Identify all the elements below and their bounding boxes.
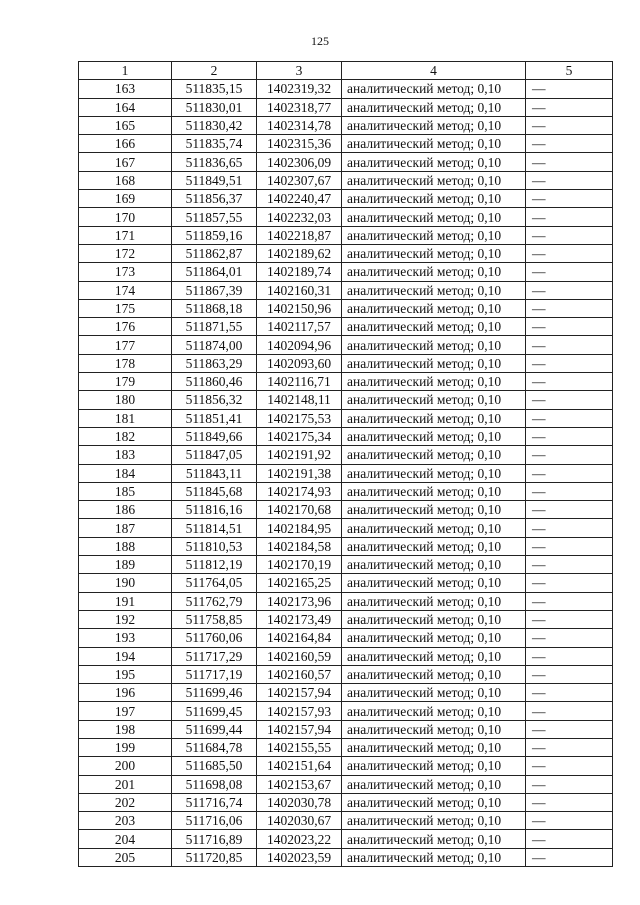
cell-method: аналитический метод; 0,10 [342, 720, 526, 738]
table-row [79, 263, 613, 281]
cell-x-coordinate: 511717,29 [172, 647, 257, 665]
cell-point-number: 196 [79, 684, 172, 702]
cell-point-number: 190 [79, 574, 172, 592]
cell-x-coordinate: 511836,65 [172, 153, 257, 171]
cell-y-coordinate: 1402175,34 [257, 427, 342, 445]
cell-y-coordinate: 1402319,32 [257, 80, 342, 98]
cell-description: — [526, 116, 613, 134]
cell-point-number: 195 [79, 665, 172, 683]
cell-y-coordinate: 1402240,47 [257, 190, 342, 208]
table-row [79, 153, 613, 171]
cell-description: — [526, 757, 613, 775]
cell-x-coordinate: 511699,44 [172, 720, 257, 738]
cell-y-coordinate: 1402157,94 [257, 720, 342, 738]
cell-description: — [526, 171, 613, 189]
cell-point-number: 178 [79, 354, 172, 372]
cell-description: — [526, 519, 613, 537]
cell-point-number: 197 [79, 702, 172, 720]
table-row [79, 537, 613, 555]
cell-method: аналитический метод; 0,10 [342, 775, 526, 793]
cell-description: — [526, 190, 613, 208]
cell-method: аналитический метод; 0,10 [342, 299, 526, 317]
cell-method: аналитический метод; 0,10 [342, 116, 526, 134]
cell-y-coordinate: 1402030,78 [257, 793, 342, 811]
cell-point-number: 173 [79, 263, 172, 281]
table-row [79, 812, 613, 830]
header-cell-point-number: 1 [79, 62, 172, 80]
cell-y-coordinate: 1402174,93 [257, 482, 342, 500]
cell-x-coordinate: 511764,05 [172, 574, 257, 592]
cell-y-coordinate: 1402094,96 [257, 336, 342, 354]
cell-description: — [526, 336, 613, 354]
cell-x-coordinate: 511849,66 [172, 427, 257, 445]
cell-method: аналитический метод; 0,10 [342, 793, 526, 811]
cell-point-number: 181 [79, 409, 172, 427]
cell-y-coordinate: 1402160,31 [257, 281, 342, 299]
cell-x-coordinate: 511685,50 [172, 757, 257, 775]
cell-x-coordinate: 511851,41 [172, 409, 257, 427]
table-row [79, 373, 613, 391]
cell-method: аналитический метод; 0,10 [342, 391, 526, 409]
cell-point-number: 167 [79, 153, 172, 171]
cell-method: аналитический метод; 0,10 [342, 208, 526, 226]
table-row [79, 318, 613, 336]
cell-x-coordinate: 511816,16 [172, 501, 257, 519]
table-row [79, 299, 613, 317]
cell-x-coordinate: 511862,87 [172, 244, 257, 262]
cell-x-coordinate: 511758,85 [172, 610, 257, 628]
cell-description: — [526, 684, 613, 702]
cell-description: — [526, 98, 613, 116]
cell-method: аналитический метод; 0,10 [342, 665, 526, 683]
table-row [79, 830, 613, 848]
table-row [79, 556, 613, 574]
cell-point-number: 163 [79, 80, 172, 98]
cell-point-number: 200 [79, 757, 172, 775]
cell-y-coordinate: 1402160,57 [257, 665, 342, 683]
cell-x-coordinate: 511874,00 [172, 336, 257, 354]
cell-method: аналитический метод; 0,10 [342, 446, 526, 464]
table-body [79, 62, 613, 867]
table-header-row [79, 62, 613, 80]
table-row [79, 354, 613, 372]
cell-x-coordinate: 511717,19 [172, 665, 257, 683]
cell-y-coordinate: 1402306,09 [257, 153, 342, 171]
cell-x-coordinate: 511845,68 [172, 482, 257, 500]
cell-point-number: 203 [79, 812, 172, 830]
cell-point-number: 168 [79, 171, 172, 189]
cell-method: аналитический метод; 0,10 [342, 226, 526, 244]
cell-y-coordinate: 1402170,68 [257, 501, 342, 519]
cell-point-number: 192 [79, 610, 172, 628]
cell-description: — [526, 830, 613, 848]
cell-method: аналитический метод; 0,10 [342, 190, 526, 208]
cell-point-number: 201 [79, 775, 172, 793]
cell-y-coordinate: 1402191,38 [257, 464, 342, 482]
cell-method: аналитический метод; 0,10 [342, 556, 526, 574]
cell-y-coordinate: 1402164,84 [257, 629, 342, 647]
cell-description: — [526, 409, 613, 427]
cell-description: — [526, 208, 613, 226]
cell-x-coordinate: 511867,39 [172, 281, 257, 299]
table-row [79, 446, 613, 464]
cell-point-number: 176 [79, 318, 172, 336]
cell-description: — [526, 427, 613, 445]
cell-y-coordinate: 1402184,95 [257, 519, 342, 537]
cell-x-coordinate: 511843,11 [172, 464, 257, 482]
cell-x-coordinate: 511720,85 [172, 848, 257, 866]
table-row [79, 427, 613, 445]
table-row [79, 519, 613, 537]
cell-point-number: 172 [79, 244, 172, 262]
cell-y-coordinate: 1402315,36 [257, 135, 342, 153]
cell-point-number: 177 [79, 336, 172, 354]
cell-point-number: 191 [79, 592, 172, 610]
cell-description: — [526, 556, 613, 574]
table-row [79, 80, 613, 98]
cell-point-number: 175 [79, 299, 172, 317]
cell-method: аналитический метод; 0,10 [342, 592, 526, 610]
table-row [79, 391, 613, 409]
cell-point-number: 185 [79, 482, 172, 500]
cell-description: — [526, 281, 613, 299]
cell-method: аналитический метод; 0,10 [342, 610, 526, 628]
cell-y-coordinate: 1402157,94 [257, 684, 342, 702]
cell-point-number: 179 [79, 373, 172, 391]
cell-y-coordinate: 1402116,71 [257, 373, 342, 391]
table-row [79, 226, 613, 244]
cell-description: — [526, 501, 613, 519]
cell-method: аналитический метод; 0,10 [342, 738, 526, 756]
cell-description: — [526, 354, 613, 372]
cell-method: аналитический метод; 0,10 [342, 702, 526, 720]
cell-description: — [526, 226, 613, 244]
table-row [79, 775, 613, 793]
cell-description: — [526, 738, 613, 756]
cell-method: аналитический метод; 0,10 [342, 684, 526, 702]
cell-y-coordinate: 1402155,55 [257, 738, 342, 756]
cell-method: аналитический метод; 0,10 [342, 537, 526, 555]
cell-y-coordinate: 1402093,60 [257, 354, 342, 372]
cell-y-coordinate: 1402175,53 [257, 409, 342, 427]
cell-y-coordinate: 1402189,62 [257, 244, 342, 262]
cell-y-coordinate: 1402117,57 [257, 318, 342, 336]
table-row [79, 720, 613, 738]
cell-description: — [526, 464, 613, 482]
cell-point-number: 205 [79, 848, 172, 866]
cell-method: аналитический метод; 0,10 [342, 812, 526, 830]
header-cell-y: 3 [257, 62, 342, 80]
table-row [79, 629, 613, 647]
cell-description: — [526, 391, 613, 409]
table-row [79, 98, 613, 116]
page-number: 125 [311, 34, 329, 48]
cell-point-number: 171 [79, 226, 172, 244]
cell-method: аналитический метод; 0,10 [342, 171, 526, 189]
header-cell-description: 5 [526, 62, 613, 80]
cell-point-number: 194 [79, 647, 172, 665]
cell-description: — [526, 153, 613, 171]
cell-description: — [526, 720, 613, 738]
table-row [79, 665, 613, 683]
cell-method: аналитический метод; 0,10 [342, 482, 526, 500]
cell-method: аналитический метод; 0,10 [342, 153, 526, 171]
cell-y-coordinate: 1402151,64 [257, 757, 342, 775]
cell-y-coordinate: 1402030,67 [257, 812, 342, 830]
table-row [79, 592, 613, 610]
cell-point-number: 166 [79, 135, 172, 153]
cell-description: — [526, 647, 613, 665]
cell-point-number: 174 [79, 281, 172, 299]
cell-description: — [526, 80, 613, 98]
cell-description: — [526, 263, 613, 281]
cell-y-coordinate: 1402023,22 [257, 830, 342, 848]
cell-description: — [526, 610, 613, 628]
cell-y-coordinate: 1402184,58 [257, 537, 342, 555]
cell-method: аналитический метод; 0,10 [342, 373, 526, 391]
table-row [79, 793, 613, 811]
cell-y-coordinate: 1402307,67 [257, 171, 342, 189]
cell-method: аналитический метод; 0,10 [342, 98, 526, 116]
cell-method: аналитический метод; 0,10 [342, 281, 526, 299]
cell-y-coordinate: 1402318,77 [257, 98, 342, 116]
cell-point-number: 189 [79, 556, 172, 574]
cell-point-number: 204 [79, 830, 172, 848]
cell-x-coordinate: 511864,01 [172, 263, 257, 281]
cell-method: аналитический метод; 0,10 [342, 80, 526, 98]
cell-description: — [526, 793, 613, 811]
cell-description: — [526, 299, 613, 317]
cell-x-coordinate: 511762,79 [172, 592, 257, 610]
cell-x-coordinate: 511814,51 [172, 519, 257, 537]
table-row [79, 738, 613, 756]
cell-description: — [526, 537, 613, 555]
table-row [79, 409, 613, 427]
cell-method: аналитический метод; 0,10 [342, 427, 526, 445]
table-row [79, 482, 613, 500]
table-row [79, 684, 613, 702]
header-cell-x: 2 [172, 62, 257, 80]
cell-x-coordinate: 511856,37 [172, 190, 257, 208]
cell-point-number: 184 [79, 464, 172, 482]
cell-description: — [526, 665, 613, 683]
cell-point-number: 188 [79, 537, 172, 555]
cell-y-coordinate: 1402173,49 [257, 610, 342, 628]
cell-method: аналитический метод; 0,10 [342, 263, 526, 281]
cell-description: — [526, 373, 613, 391]
cell-y-coordinate: 1402157,93 [257, 702, 342, 720]
cell-x-coordinate: 511716,06 [172, 812, 257, 830]
cell-y-coordinate: 1402189,74 [257, 263, 342, 281]
table-row [79, 574, 613, 592]
cell-x-coordinate: 511847,05 [172, 446, 257, 464]
table-row [79, 190, 613, 208]
cell-y-coordinate: 1402232,03 [257, 208, 342, 226]
cell-point-number: 199 [79, 738, 172, 756]
cell-description: — [526, 244, 613, 262]
cell-method: аналитический метод; 0,10 [342, 574, 526, 592]
header-cell-method: 4 [342, 62, 526, 80]
cell-method: аналитический метод; 0,10 [342, 830, 526, 848]
cell-point-number: 187 [79, 519, 172, 537]
cell-method: аналитический метод; 0,10 [342, 135, 526, 153]
cell-point-number: 180 [79, 391, 172, 409]
table-row [79, 135, 613, 153]
cell-x-coordinate: 511716,89 [172, 830, 257, 848]
table-row [79, 171, 613, 189]
cell-x-coordinate: 511699,46 [172, 684, 257, 702]
cell-x-coordinate: 511830,42 [172, 116, 257, 134]
cell-description: — [526, 629, 613, 647]
cell-method: аналитический метод; 0,10 [342, 501, 526, 519]
cell-point-number: 198 [79, 720, 172, 738]
cell-x-coordinate: 511860,46 [172, 373, 257, 391]
cell-x-coordinate: 511830,01 [172, 98, 257, 116]
cell-point-number: 186 [79, 501, 172, 519]
cell-x-coordinate: 511812,19 [172, 556, 257, 574]
cell-x-coordinate: 511857,55 [172, 208, 257, 226]
table-row [79, 647, 613, 665]
cell-x-coordinate: 511849,51 [172, 171, 257, 189]
table-row [79, 336, 613, 354]
cell-method: аналитический метод; 0,10 [342, 244, 526, 262]
cell-description: — [526, 482, 613, 500]
cell-point-number: 182 [79, 427, 172, 445]
cell-method: аналитический метод; 0,10 [342, 336, 526, 354]
cell-y-coordinate: 1402218,87 [257, 226, 342, 244]
cell-x-coordinate: 511716,74 [172, 793, 257, 811]
table-row [79, 116, 613, 134]
cell-point-number: 183 [79, 446, 172, 464]
cell-method: аналитический метод; 0,10 [342, 848, 526, 866]
cell-description: — [526, 848, 613, 866]
table-row [79, 464, 613, 482]
table-row [79, 501, 613, 519]
cell-method: аналитический метод; 0,10 [342, 629, 526, 647]
table-row [79, 757, 613, 775]
cell-y-coordinate: 1402160,59 [257, 647, 342, 665]
cell-x-coordinate: 511760,06 [172, 629, 257, 647]
cell-x-coordinate: 511684,78 [172, 738, 257, 756]
cell-x-coordinate: 511863,29 [172, 354, 257, 372]
cell-y-coordinate: 1402023,59 [257, 848, 342, 866]
cell-x-coordinate: 511856,32 [172, 391, 257, 409]
cell-description: — [526, 446, 613, 464]
cell-point-number: 165 [79, 116, 172, 134]
cell-description: — [526, 812, 613, 830]
cell-y-coordinate: 1402148,11 [257, 391, 342, 409]
cell-x-coordinate: 511835,74 [172, 135, 257, 153]
cell-point-number: 170 [79, 208, 172, 226]
cell-description: — [526, 135, 613, 153]
cell-point-number: 169 [79, 190, 172, 208]
cell-description: — [526, 702, 613, 720]
cell-method: аналитический метод; 0,10 [342, 318, 526, 336]
cell-point-number: 164 [79, 98, 172, 116]
table-row [79, 702, 613, 720]
cell-x-coordinate: 511699,45 [172, 702, 257, 720]
cell-description: — [526, 775, 613, 793]
coordinates-table [78, 61, 613, 867]
cell-x-coordinate: 511859,16 [172, 226, 257, 244]
cell-x-coordinate: 511835,15 [172, 80, 257, 98]
table-row [79, 244, 613, 262]
cell-x-coordinate: 511868,18 [172, 299, 257, 317]
cell-y-coordinate: 1402153,67 [257, 775, 342, 793]
cell-method: аналитический метод; 0,10 [342, 519, 526, 537]
cell-point-number: 202 [79, 793, 172, 811]
cell-x-coordinate: 511871,55 [172, 318, 257, 336]
table-row [79, 281, 613, 299]
table-row [79, 208, 613, 226]
cell-method: аналитический метод; 0,10 [342, 409, 526, 427]
cell-method: аналитический метод; 0,10 [342, 647, 526, 665]
cell-y-coordinate: 1402173,96 [257, 592, 342, 610]
cell-y-coordinate: 1402150,96 [257, 299, 342, 317]
cell-method: аналитический метод; 0,10 [342, 464, 526, 482]
cell-description: — [526, 592, 613, 610]
cell-y-coordinate: 1402314,78 [257, 116, 342, 134]
cell-x-coordinate: 511698,08 [172, 775, 257, 793]
cell-method: аналитический метод; 0,10 [342, 757, 526, 775]
cell-x-coordinate: 511810,53 [172, 537, 257, 555]
cell-description: — [526, 574, 613, 592]
cell-method: аналитический метод; 0,10 [342, 354, 526, 372]
table-row [79, 610, 613, 628]
cell-y-coordinate: 1402191,92 [257, 446, 342, 464]
cell-y-coordinate: 1402170,19 [257, 556, 342, 574]
cell-y-coordinate: 1402165,25 [257, 574, 342, 592]
cell-point-number: 193 [79, 629, 172, 647]
cell-description: — [526, 318, 613, 336]
table-row [79, 848, 613, 866]
